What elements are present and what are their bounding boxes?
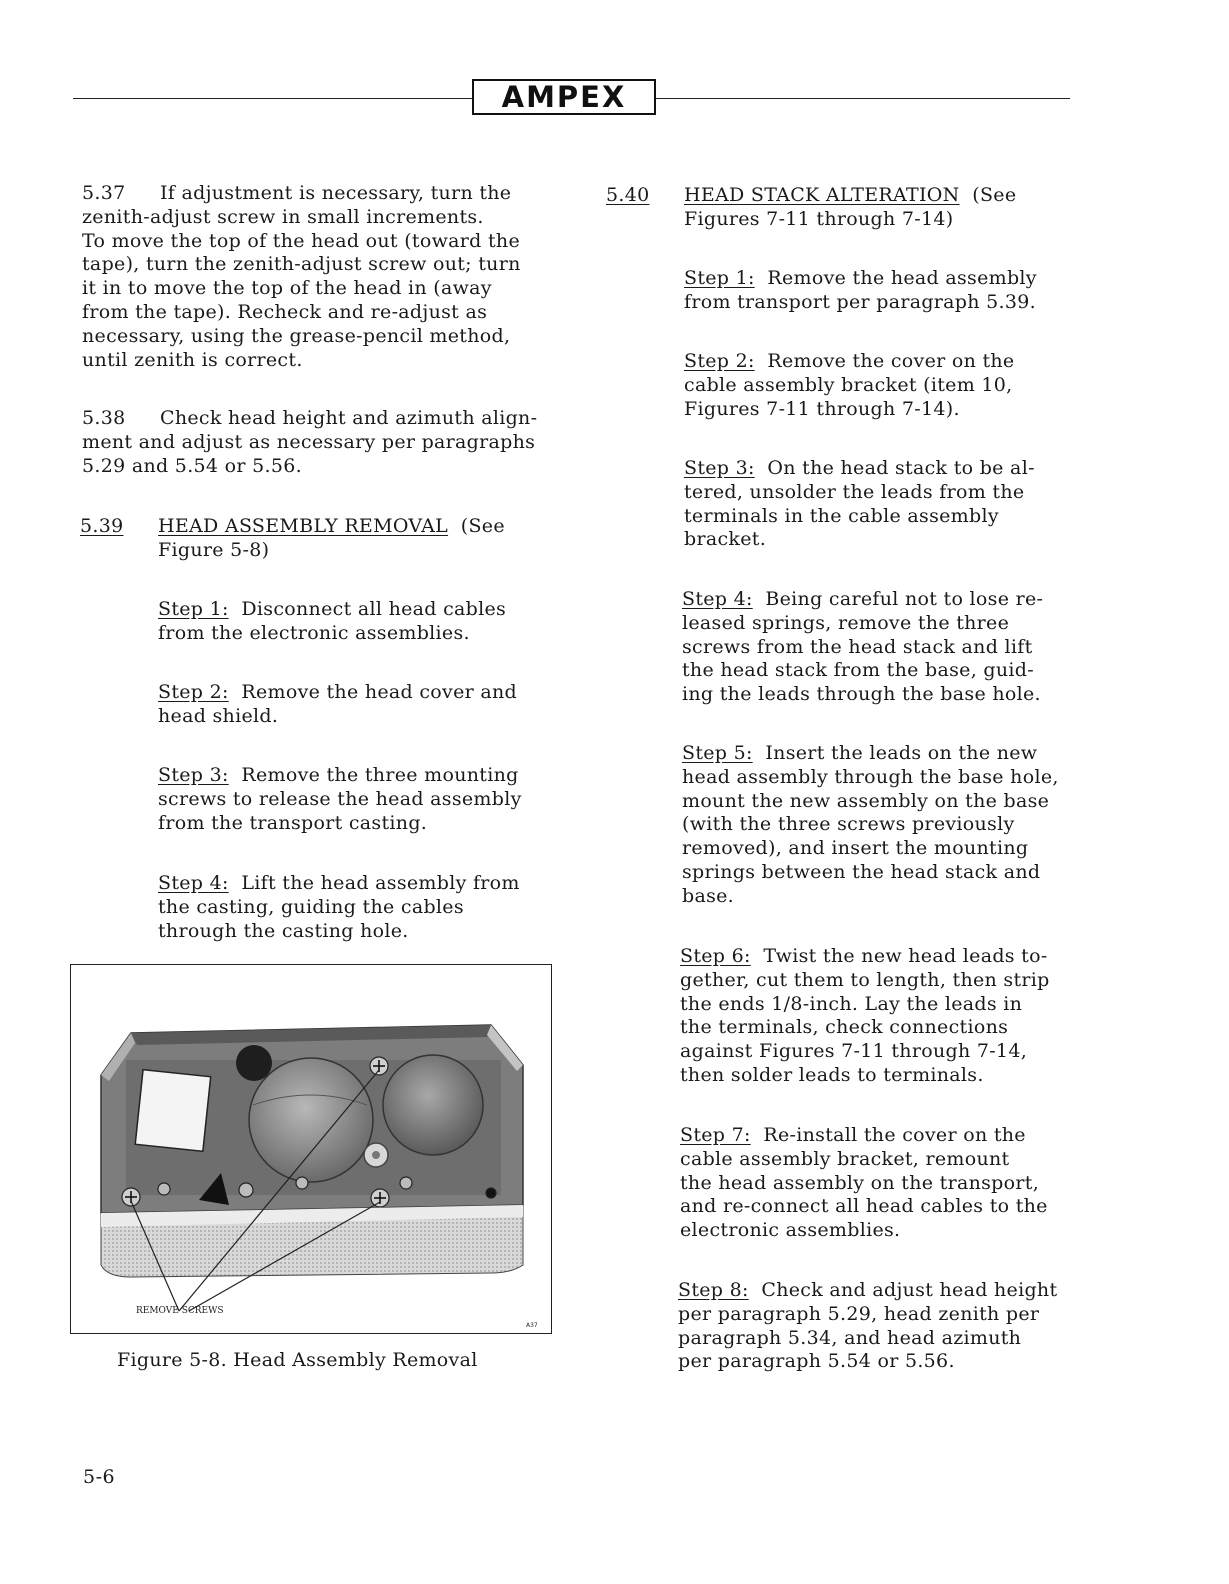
text-line: (with the three screws previously [682,813,1015,836]
figure-code: A37 [526,1322,538,1329]
text-line: bracket. [684,528,767,551]
text-line: tered, unsolder the leads from the [684,480,1025,503]
text-line: paragraph 5.34, and head azimuth [678,1326,1022,1349]
text-line: Re-install the cover on the [763,1124,1026,1146]
figure-caption: Figure 5-8. Head Assembly Removal [117,1349,478,1371]
text-line: then solder leads to terminals. [680,1063,984,1086]
figure-reference: Figures 7-11 through 7-14) [684,207,954,230]
text-line: per paragraph 5.54 or 5.56. [678,1350,955,1373]
text-line: terminals in the cable assembly [684,504,999,527]
text-line: zenith-adjust screw in small increments. [82,205,484,228]
header-rule-right [656,98,1070,99]
step-label: Step 6: [680,945,751,967]
section-5-39-heading [80,515,570,563]
text-line: Remove the three mounting [241,764,519,786]
text-line: If adjustment is necessary, turn the [160,182,512,204]
text-line: per paragraph 5.29, head zenith per [678,1302,1040,1325]
text-line: springs between the head stack and [682,860,1041,883]
section-title: HEAD STACK ALTERATION [684,184,960,206]
figure-5-8 [70,964,552,1334]
step-label: Step 1: [684,267,755,289]
text-line: the head stack from the base, guid- [682,659,1034,682]
text-line: the ends 1/8-inch. Lay the leads in [680,992,1023,1015]
step-label: Step 1: [158,598,229,620]
text-line: Twist the new head leads to- [763,945,1048,967]
page-number: 5-6 [83,1466,116,1488]
text-line: screws from the head stack and lift [682,635,1033,658]
text-line: To move the top of the head out (toward the [82,229,520,252]
text-line: Insert the leads on the new [765,742,1038,764]
step-label: Step 2: [684,350,755,372]
text-line: from the tape). Recheck and re-adjust as [82,300,488,323]
text-line: Remove the head assembly [767,267,1037,289]
text-line: Figures 7-11 through 7-14). [684,397,960,420]
logo-text: AMPEX [501,80,627,114]
text-line: tape), turn the zenith-adjust screw out; turn [82,253,521,276]
right-step-7 [680,1124,1110,1243]
text-line: the head assembly on the transport, [680,1171,1040,1194]
text-line: removed), and insert the mounting [682,837,1029,860]
callout-label: REMOVE SCREWS [136,1306,224,1316]
text-line: head shield. [158,704,279,727]
right-step-6 [680,945,1110,1088]
text-line: against Figures 7-11 through 7-14, [680,1040,1028,1063]
figure-reference: (See [460,515,505,537]
step-label: Step 4: [158,872,229,894]
text-line: electronic assemblies. [680,1219,901,1242]
right-step-8 [678,1279,1108,1374]
section-number: 5.40 [606,184,650,206]
paragraph-5-37 [82,182,572,372]
text-line: Disconnect all head cables [241,598,507,620]
head-assembly-photo [71,965,550,1332]
left-step-4 [158,872,578,943]
right-step-2 [684,350,1114,421]
text-line: from the electronic assemblies. [158,621,470,644]
text-line: Check head height and azimuth align- [160,407,538,429]
text-line: gether, cut them to length, then strip [680,968,1050,991]
text-line: cable assembly bracket, remount [680,1147,1010,1170]
left-step-1 [158,598,578,646]
text-line: 5.29 and 5.54 or 5.56. [82,454,302,477]
paragraph-number: 5.38 [82,407,126,429]
text-line: the casting, guiding the cables [158,895,464,918]
text-line: Lift the head assembly from [241,872,520,894]
step-label: Step 3: [684,457,755,479]
section-5-40-heading [606,184,1106,232]
figure-reference: Figure 5-8) [158,538,270,561]
text-line: ment and adjust as necessary per paragraphs [82,430,536,453]
right-step-3 [684,457,1114,552]
step-label: Step 2: [158,681,229,703]
text-line: base. [682,884,735,907]
text-line: screws to release the head assembly [158,787,522,810]
text-line: head assembly through the base hole, [682,765,1059,788]
step-label: Step 3: [158,764,229,786]
right-step-1 [684,267,1114,315]
step-label: Step 8: [678,1279,749,1301]
step-label: Step 5: [682,742,753,764]
figure-reference: (See [972,184,1017,206]
header-rule-left [73,98,472,99]
text-line: leased springs, remove the three [682,611,1010,634]
text-line: necessary, using the grease-pencil method, [82,324,511,347]
text-line: it in to move the top of the head in (away [82,277,492,300]
paragraph-number: 5.37 [82,182,126,204]
paragraph-5-38 [82,407,572,478]
section-title: HEAD ASSEMBLY REMOVAL [158,515,449,537]
text-line: Check and adjust head height [761,1279,1058,1301]
left-step-3 [158,764,578,835]
text-line: through the casting hole. [158,919,409,942]
text-line: Being careful not to lose re- [765,588,1044,610]
text-line: mount the new assembly on the base [682,789,1050,812]
step-label: Step 7: [680,1124,751,1146]
text-line: ing the leads through the base hole. [682,683,1041,706]
right-step-5 [682,742,1112,909]
text-line: the terminals, check connections [680,1016,1009,1039]
text-line: cable assembly bracket (item 10, [684,373,1013,396]
right-step-4 [682,588,1112,707]
text-line: from the transport casting. [158,811,428,834]
text-line: Remove the cover on the [767,350,1015,372]
left-step-2 [158,681,578,729]
text-line: On the head stack to be al- [767,457,1035,479]
ampex-logo [472,79,656,115]
text-line: from transport per paragraph 5.39. [684,290,1036,313]
text-line: until zenith is correct. [82,348,303,371]
section-number: 5.39 [80,515,124,537]
text-line: Remove the head cover and [241,681,517,703]
step-label: Step 4: [682,588,753,610]
text-line: and re-connect all head cables to the [680,1195,1048,1218]
